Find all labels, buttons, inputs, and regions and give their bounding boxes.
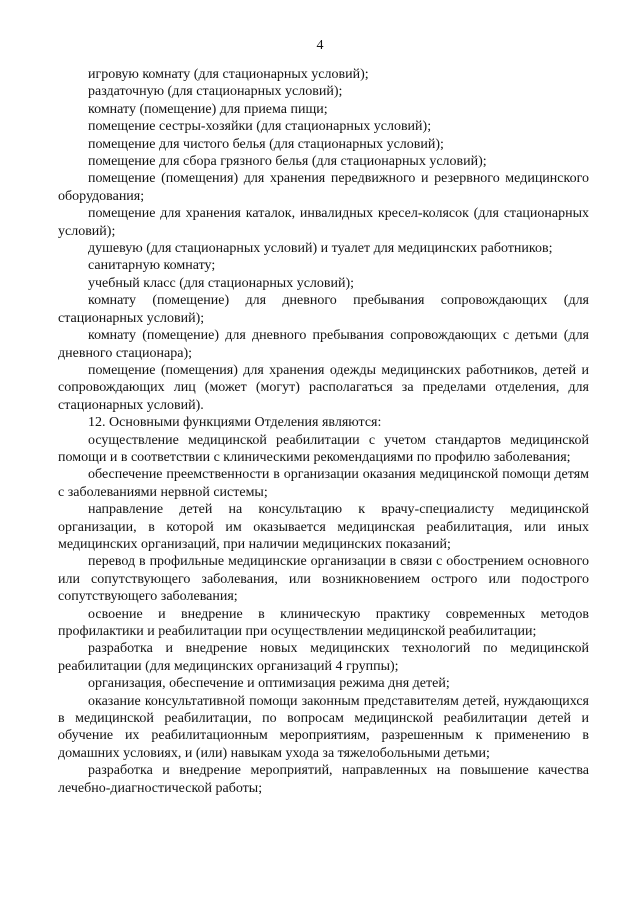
paragraph: направление детей на консультацию к врачу-специалисту медицинской организации, в которой им оказывается медицинская реабилитация, или иных медицинских организаций, при наличии медицинских показаний; xyxy=(58,502,589,552)
paragraph: осуществление медицинской реабилитации с учетом стандартов медицинской помощи и в соответствии с клиническими рекомендациями по профилю заболевания; xyxy=(58,432,589,465)
paragraph: помещение для сбора грязного белья (для стационарных условий); xyxy=(88,154,487,170)
paragraph: помещение сестры-хозяйки (для стационарных условий); xyxy=(88,119,432,135)
paragraph: учебный класс (для стационарных условий); xyxy=(88,275,355,291)
document-body xyxy=(58,66,589,797)
paragraph: освоение и внедрение в клиническую практику современных методов профилактики и реабилитации при осуществлении медицинской реабилитации; xyxy=(58,606,589,639)
paragraph: помещение (помещения) для хранения передвижного и резервного медицинского оборудования; xyxy=(58,171,589,204)
paragraph: раздаточную (для стационарных условий); xyxy=(88,84,343,100)
paragraph: комнату (помещение) для приема пищи; xyxy=(88,101,328,117)
paragraph: комнату (помещение) для дневного пребывания сопровождающих с детьми (для дневного стационара); xyxy=(58,328,589,361)
page-number: 4 xyxy=(316,38,324,53)
paragraph: комнату (помещение) для дневного пребывания сопровождающих (для стационарных условий); xyxy=(58,293,589,326)
paragraph: перевод в профильные медицинские организации в связи с обострением основного или сопутствующего заболевания, или возникновением острого или подострого сопутствующего заболевания; xyxy=(58,554,589,605)
paragraph: организация, обеспечение и оптимизация режима дня детей; xyxy=(88,676,450,692)
paragraph: помещение для хранения каталок, инвалидных кресел-колясок (для стационарных условий); xyxy=(58,206,589,239)
paragraph: оказание консультативной помощи законным представителям детей, нуждающихся в медицинской реабилитации, по вопросам медицинской реабилитации детей и обучение их реабилитационным мероприятиям, разрешенным к применению в домашних условиях, и (или) навыкам ухода за тяжелобольными детьми; xyxy=(58,693,589,761)
paragraph: разработка и внедрение новых медицинских технологий по медицинской реабилитации (для медицинских организаций 4 группы); xyxy=(58,641,589,674)
paragraph: помещение (помещения) для хранения одежды медицинских работников, детей и сопровождающих лиц (может (могут) располагаться за пределами отделения, для стационарных условий). xyxy=(58,362,589,413)
paragraph: игровую комнату (для стационарных условий); xyxy=(88,67,369,82)
paragraph: душевую (для стационарных условий) и туалет для медицинских работников; xyxy=(88,241,553,257)
paragraph: разработка и внедрение мероприятий, направленных на повышение качества лечебно-диагностической работы; xyxy=(58,763,589,796)
section-heading: 12. Основными функциями Отделения являются: xyxy=(88,415,382,431)
paragraph: помещение для чистого белья (для стационарных условий); xyxy=(88,136,444,152)
paragraph: санитарную комнату; xyxy=(88,258,216,274)
paragraph: обеспечение преемственности в организации оказания медицинской помощи детям с заболеваниями нервной системы; xyxy=(58,467,589,500)
